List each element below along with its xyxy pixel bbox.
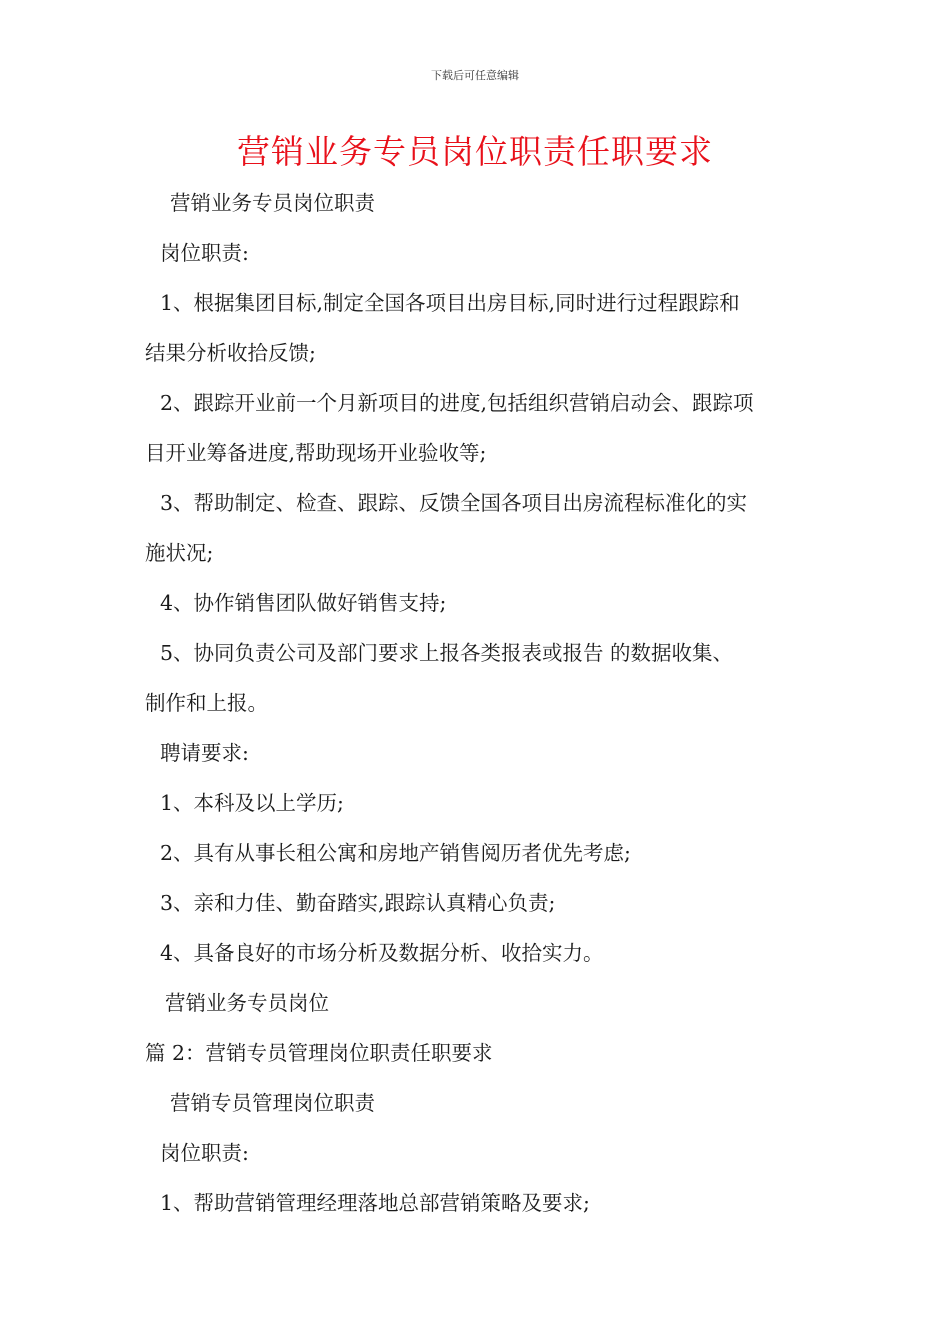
- paragraph-line: 聘请要求:: [160, 741, 249, 765]
- paragraph-line: 4、协作销售团队做好销售支持;: [160, 591, 447, 615]
- paragraph-line: 5、协同负责公司及部门要求上报各类报表或报告 的数据收集、: [160, 641, 734, 665]
- paragraph-line: 1、根据集团目标,制定全国各项目出房目标,同时进行过程跟踪和: [160, 291, 740, 315]
- paragraph-line: 制作和上报。: [145, 691, 268, 715]
- paragraph-line: 3、亲和力佳、勤奋踏实,跟踪认真精心负责;: [160, 891, 556, 915]
- paragraph-line: 施状况;: [145, 541, 214, 565]
- paragraph-line: 4、具备良好的市场分析及数据分析、收拾实力。: [160, 941, 604, 965]
- document-title: 营销业务专员岗位职责任职要求: [237, 132, 713, 171]
- paragraph-line: 3、帮助制定、检查、跟踪、反馈全国各项目出房流程标准化的实: [160, 491, 748, 515]
- paragraph-line: 营销业务专员岗位: [165, 991, 329, 1015]
- paragraph-line: 岗位职责:: [160, 241, 249, 265]
- paragraph-line: 目开业筹备进度,帮助现场开业验收等;: [145, 441, 487, 465]
- header-note: 下载后可任意编辑: [431, 69, 519, 82]
- paragraph-line: 2、跟踪开业前一个月新项目的进度,包括组织营销启动会、跟踪项: [160, 391, 754, 415]
- paragraph-line: 岗位职责:: [160, 1141, 249, 1165]
- paragraph-line: 1、本科及以上学历;: [160, 791, 344, 815]
- paragraph-line: 结果分析收拾反馈;: [145, 341, 316, 365]
- paragraph-line: 营销专员管理岗位职责: [170, 1091, 375, 1115]
- paragraph-line: 篇 2：营销专员管理岗位职责任职要求: [145, 1041, 493, 1065]
- paragraph-line: 营销业务专员岗位职责: [170, 191, 375, 215]
- paragraph-line: 1、帮助营销管理经理落地总部营销策略及要求;: [160, 1191, 590, 1215]
- paragraph-line: 2、具有从事长租公寓和房地产销售阅历者优先考虑;: [160, 841, 631, 865]
- document-body: [145, 178, 810, 1228]
